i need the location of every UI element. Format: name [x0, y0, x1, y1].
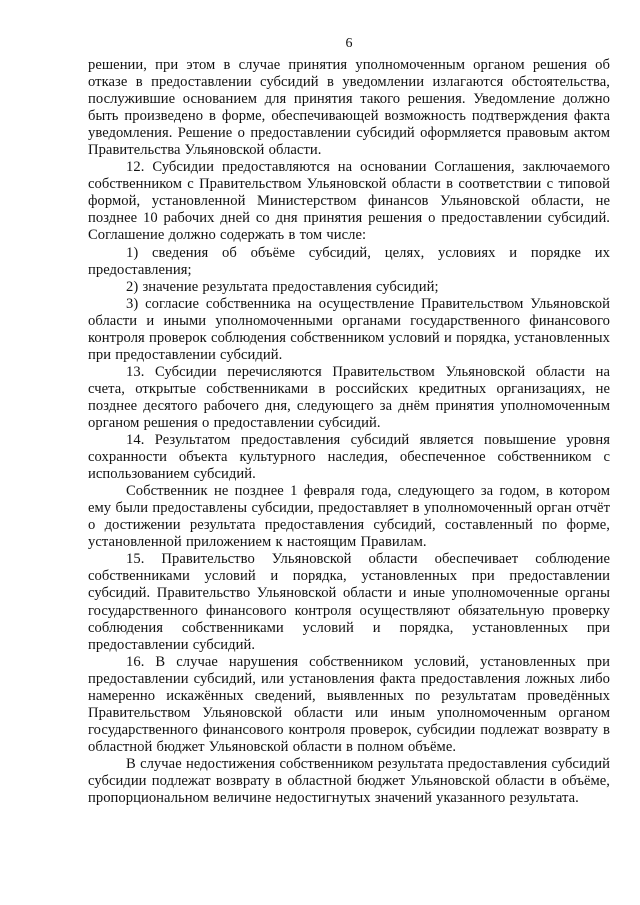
paragraph-15-control: 15. Правительство Ульяновской области обеспечивает соблюдение собственниками условий и порядка, установленных при предоставлении субсидий. Правительство Ульяновской области и иные уполномоченные органы государственного финансового контроля осуществляют обязательную проверку соблюдения собственниками условий и порядка, установленных при предоставлении субсидий. — [88, 551, 610, 653]
paragraph-14-result: 14. Результатом предоставления субсидий является повышение уровня сохранности объекта культурного наследия, обеспеченное собственником с использованием субсидий. — [88, 432, 610, 483]
paragraph-12-item-3: 3) согласие собственника на осуществление Правительством Ульяновской области и иными уполномоченными органами государственного финансового контроля проверок соблюдения собственником условий и порядка, установленных при предоставлении субсидий. — [88, 295, 610, 363]
paragraph-16-shortfall: В случае недостижения собственником результата предоставления субсидий субсидии подлежат возврату в областной бюджет Ульяновской области в объёме, пропорциональном величине недостигнутых значений указанного результата. — [88, 755, 610, 807]
paragraph-decision-notice: решении, при этом в случае принятия уполномоченным органом решения об отказе в предоставлении субсидий в уведомлении излагаются обстоятельства, послужившие основанием для принятия такого решения. Уведомление должно быть произведено в форме, обеспечивающей возможность подтверждения факта уведомления. Решение о предоставлении субсидий оформляется правовым актом Правительства Ульяновской области. — [88, 57, 610, 159]
paragraph-16-violation: 16. В случае нарушения собственником условий, установленных при предоставлении субсидий, или установления факта предоставления ложных либо намеренно искажённых сведений, выявленных по результатам проведённых Правительством Ульяновской области или иным уполномоченным органом государственного финансового контроля проверок, субсидии подлежат возврату в областной бюджет Ульяновской области в полном объёме. — [88, 653, 610, 755]
paragraph-12-agreement: 12. Субсидии предоставляются на основании Соглашения, заключаемого собственником с Правительством Ульяновской области в соответствии с типовой формой, установленной Министерством финансов Ульяновской области, не позднее 10 рабочих дней со дня принятия решения о предоставлении субсидий. Соглашение должно содержать в том числе: — [88, 159, 610, 244]
page-number: 6 — [345, 36, 353, 51]
paragraph-13-transfer: 13. Субсидии перечисляются Правительством Ульяновской области на счета, открытые собственниками в российских кредитных организациях, не позднее десятого рабочего дня, следующего за днём принятия уполномоченным органом решения о предоставлении субсидий. — [88, 363, 610, 431]
paragraph-12-item-2: 2) значение результата предоставления субсидий; — [126, 278, 439, 295]
paragraph-12-item-1: 1) сведения об объёме субсидий, целях, условиях и порядке их предоставления; — [88, 244, 610, 278]
paragraph-14-report: Собственник не позднее 1 февраля года, следующего за годом, в котором ему были предоставлены субсидии, предоставляет в уполномоченный орган отчёт о достижении результата предоставления субсидий, составленный по форме, установленной приложением к настоящим Правилам. — [88, 483, 610, 551]
